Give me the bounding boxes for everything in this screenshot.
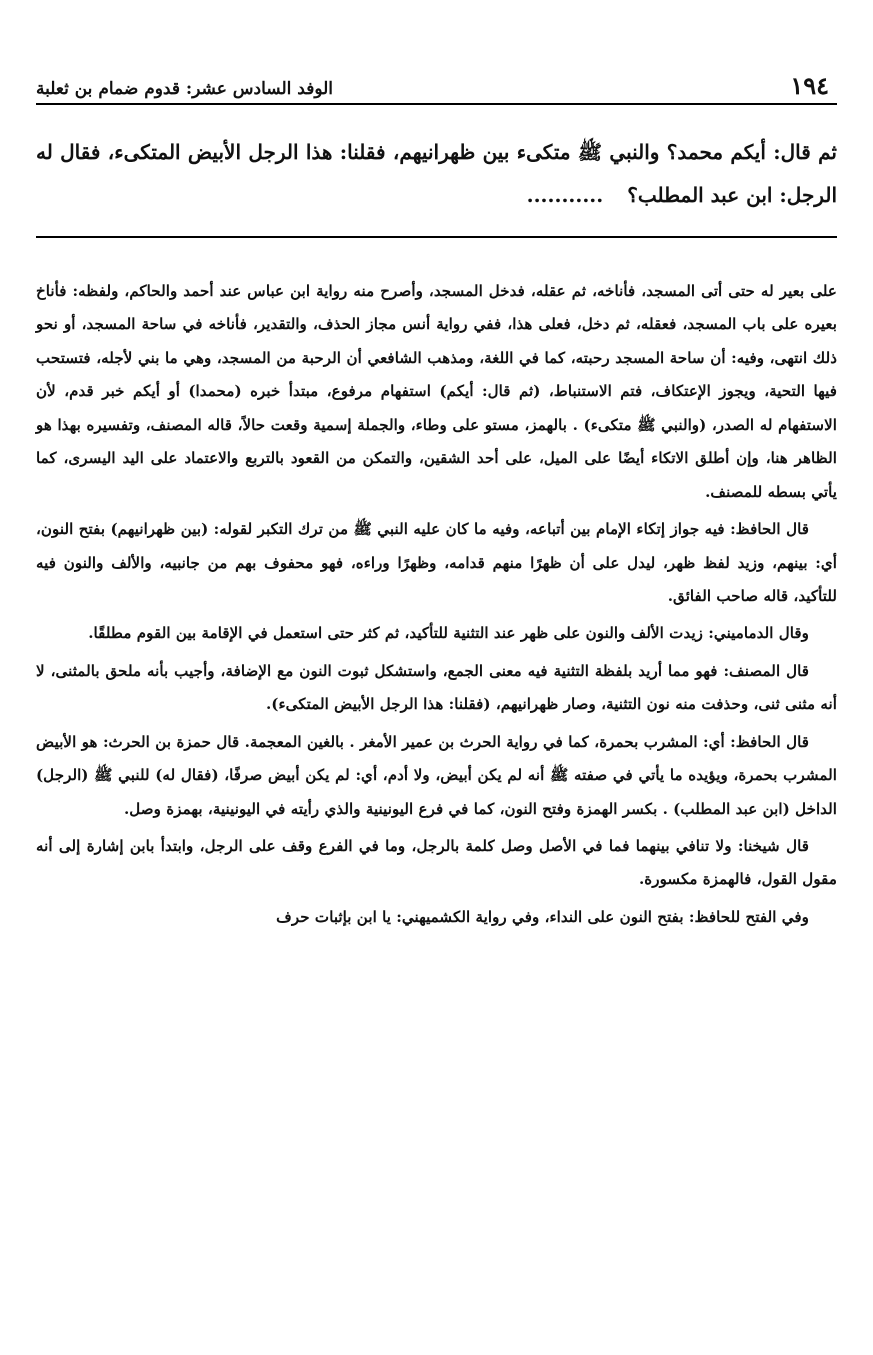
hadith-ellipsis: ........... [526, 183, 604, 207]
page-header [36, 58, 837, 98]
commentary-paragraph: قال الحافظ: فيه جواز إتكاء الإمام بين أتباعه، وفيه ما كان عليه النبي ﷺ من ترك التكبر لقوله: (بين ظهرانيهم) بفتح النون، أي: بينهم، وزيد لفظ ظهر، ليدل على أن ظهرًا منهم قدامه، وظهرًا وراءه، فهو محفوف بهم من جانبيه، والألف والنون فيه للتأكيد، قاله صاحب الفائق. [36, 520, 837, 605]
commentary-paragraph: وفي الفتح للحافظ: بفتح النون على النداء، وفي رواية الكشميهني: يا ابن بإثبات حرف [276, 907, 809, 926]
page-number: ١٩٤ [790, 71, 829, 100]
hadith-text-block [36, 131, 837, 217]
commentary-paragraph: على بعير له حتى أتى المسجد، فأناخه، ثم عقله، فدخل المسجد، وأصرح منه رواية ابن عباس عند أحمد والحاكم، ولفظه: فأناخ بعيره على باب المسجد، فعقله، ثم دخل، فعلى هذا، ففي رواية أنس مجاز الحذف، والتقدير، فأناخه في ساحة المسجد، أو نحو ذلك انتهى، وفيه: أن ساحة المسجد رحبته، كما في اللغة، ومذهب الشافعي أن الرحبة من المسجد، وهي ما بني لأجله، فتستحب فيها التحية، ويجوز الإعتكاف، فتم الاستنباط، (ثم قال: أيكم) استفهام مرفوع، مبتدأ خبره (محمدا) أو أيكم خبر قدم، لأن الاستفهام له الصدر، (والنبي ﷺ متكىء) . بالهمز، مستو على وطاء، والجملة إسمية وقعت حالاً، قاله المصنف، وتفسيره بهذا هو الظاهر هنا، وإن أطلق الاتكاء أيضًا على الميل، على أحد الشقين، والتمكن من القعود بالتربع والاعتماد على اليد اليسرى، كما يأتي بسطه للمصنف. [36, 282, 837, 501]
commentary-block [36, 275, 837, 938]
commentary-paragraph: وقال الدماميني: زيدت الألف والنون على ظهر عند التثنية للتأكيد، ثم كثر حتى استعمل في الإقامة بين القوم مطلقًا. [88, 624, 809, 643]
hadith-text: ثم قال: أيكم محمد؟ والنبي ﷺ متكىء بين ظهرانيهم، فقلنا: هذا الرجل الأبيض المتكىء، فقال له الرجل: ابن عبد المطلب؟ [36, 140, 837, 207]
commentary-paragraph: قال الحافظ: أي: المشرب بحمرة، كما في رواية الحرث بن عمير الأمغر . بالغين المعجمة. قال حمزة بن الحرث: هو الأبيض المشرب بحمرة، ويؤيده ما يأتي في صفته ﷺ أنه لم يكن أبيض، ولا أدم، أي: لم يكن أبيض صرفًا، (فقال له) للنبي ﷺ (الرجل) الداخل (ابن عبد المطلب) . بكسر الهمزة وفتح النون، كما في فرع اليونينية والذي رأيته في اليونينية، بهمزة وصل. [36, 732, 837, 818]
commentary-paragraph: قال شيخنا: ولا تنافي بينهما فما في الأصل وصل كلمة بالرجل، وما في الفرع وقف على الرجل، وابتدأ بابن إشارة إلى أنه مقول القول، فالهمزة مكسورة. [36, 837, 837, 889]
commentary-paragraph: قال المصنف: فهو مما أريد بلفظة التثنية فيه معنى الجمع، واستشكل ثبوت النون مع الإضافة، وأجيب بأنه ملحق بالمثنى، لا أنه مثنى ثنى، وحذفت منه نون التثنية، وصار ظهرانيهم، (فقلنا: هذا الرجل الأبيض المتكىء). [36, 661, 837, 714]
section-divider-rule [36, 236, 837, 238]
header-rule [36, 103, 837, 105]
running-title: الوفد السادس عشر: قدوم ضمام بن ثعلبة [36, 79, 334, 99]
